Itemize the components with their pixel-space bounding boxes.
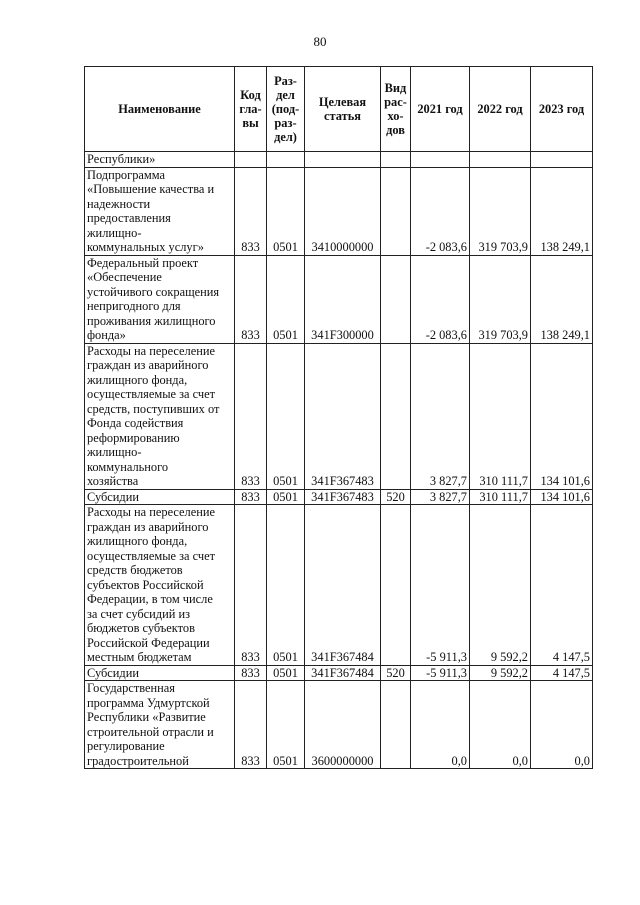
row-target-cell: 341F367484	[305, 505, 381, 666]
table-row	[85, 505, 593, 666]
row-expense-type-cell	[381, 343, 411, 489]
row-2023-cell: 138 249,1	[531, 167, 593, 255]
row-2022-cell: 310 111,7	[470, 489, 531, 505]
row-2021-cell: 0,0	[411, 681, 470, 769]
row-2022-cell: 319 703,9	[470, 255, 531, 343]
row-2021-cell	[411, 152, 470, 168]
row-name-cell: Субсидии	[85, 665, 235, 681]
row-2023-cell: 134 101,6	[531, 489, 593, 505]
row-2021-cell: -5 911,3	[411, 505, 470, 666]
row-expense-type-cell	[381, 255, 411, 343]
row-code-cell	[235, 152, 267, 168]
row-code-cell: 833	[235, 505, 267, 666]
row-name-cell: Подпрограмма «Повышение качества и надежности предоставления жилищно- коммунальных услуг»	[85, 167, 235, 255]
row-target-cell: 341F367483	[305, 489, 381, 505]
row-2023-cell	[531, 152, 593, 168]
row-2021-cell: 3 827,7	[411, 343, 470, 489]
row-code-cell: 833	[235, 255, 267, 343]
row-2022-cell: 310 111,7	[470, 343, 531, 489]
row-section-cell: 0501	[267, 255, 305, 343]
row-2023-cell: 138 249,1	[531, 255, 593, 343]
row-section-cell: 0501	[267, 489, 305, 505]
row-target-cell	[305, 152, 381, 168]
row-section-cell	[267, 152, 305, 168]
row-2022-cell: 0,0	[470, 681, 531, 769]
header-section: Раз- дел (под- раз- дел)	[267, 67, 305, 152]
row-section-cell: 0501	[267, 505, 305, 666]
row-name-cell: Республики»	[85, 152, 235, 168]
row-target-cell: 341F367483	[305, 343, 381, 489]
row-name-cell: Расходы на переселение граждан из аварийного жилищного фонда, осуществляемые за счет средств, поступивших от Фонда содействия реформированию жилищно- коммунального хозяйства	[85, 343, 235, 489]
row-expense-type-cell	[381, 152, 411, 168]
row-2021-cell: -5 911,3	[411, 665, 470, 681]
row-code-cell: 833	[235, 167, 267, 255]
row-target-cell: 341F300000	[305, 255, 381, 343]
header-target: Целевая статья	[305, 67, 381, 152]
row-2021-cell: -2 083,6	[411, 255, 470, 343]
row-target-cell: 3600000000	[305, 681, 381, 769]
row-expense-type-cell: 520	[381, 665, 411, 681]
row-section-cell: 0501	[267, 665, 305, 681]
row-2023-cell: 134 101,6	[531, 343, 593, 489]
row-code-cell: 833	[235, 343, 267, 489]
row-2022-cell	[470, 152, 531, 168]
table-row	[85, 343, 593, 489]
table-row	[85, 681, 593, 769]
row-2021-cell: -2 083,6	[411, 167, 470, 255]
header-name: Наименование	[85, 67, 235, 152]
header-expense-type: Вид рас- хо- дов	[381, 67, 411, 152]
row-section-cell: 0501	[267, 167, 305, 255]
row-code-cell: 833	[235, 681, 267, 769]
row-code-cell: 833	[235, 665, 267, 681]
header-2021: 2021 год	[411, 67, 470, 152]
row-name-cell: Государственная программа Удмуртской Республики «Развитие строительной отрасли и регулирование градостроительной	[85, 681, 235, 769]
row-section-cell: 0501	[267, 681, 305, 769]
row-2023-cell: 4 147,5	[531, 665, 593, 681]
row-name-cell: Федеральный проект «Обеспечение устойчивого сокращения непригодного для проживания жилищного фонда»	[85, 255, 235, 343]
row-2022-cell: 9 592,2	[470, 665, 531, 681]
row-2023-cell: 0,0	[531, 681, 593, 769]
header-2022: 2022 год	[470, 67, 531, 152]
row-expense-type-cell	[381, 167, 411, 255]
row-2021-cell: 3 827,7	[411, 489, 470, 505]
row-2022-cell: 9 592,2	[470, 505, 531, 666]
row-section-cell: 0501	[267, 343, 305, 489]
row-code-cell: 833	[235, 489, 267, 505]
row-2022-cell: 319 703,9	[470, 167, 531, 255]
row-name-cell: Расходы на переселение граждан из аварийного жилищного фонда, осуществляемые за счет средств бюджетов субъектов Российской Федерации, в том числе за счет субсидий из бюджетов субъектов Российской Федерации местным бюджетам	[85, 505, 235, 666]
row-name-cell: Субсидии	[85, 489, 235, 505]
table-row	[85, 167, 593, 255]
row-target-cell: 3410000000	[305, 167, 381, 255]
row-expense-type-cell	[381, 681, 411, 769]
page-number: 80	[313, 34, 327, 49]
header-2023: 2023 год	[531, 67, 593, 152]
table-row	[85, 665, 593, 681]
budget-table	[84, 66, 593, 769]
table-row	[85, 255, 593, 343]
table-row	[85, 489, 593, 505]
row-2023-cell: 4 147,5	[531, 505, 593, 666]
table-row	[85, 152, 593, 168]
header-code: Код гла- вы	[235, 67, 267, 152]
row-expense-type-cell: 520	[381, 489, 411, 505]
row-target-cell: 341F367484	[305, 665, 381, 681]
table-header-row	[85, 67, 593, 152]
row-expense-type-cell	[381, 505, 411, 666]
